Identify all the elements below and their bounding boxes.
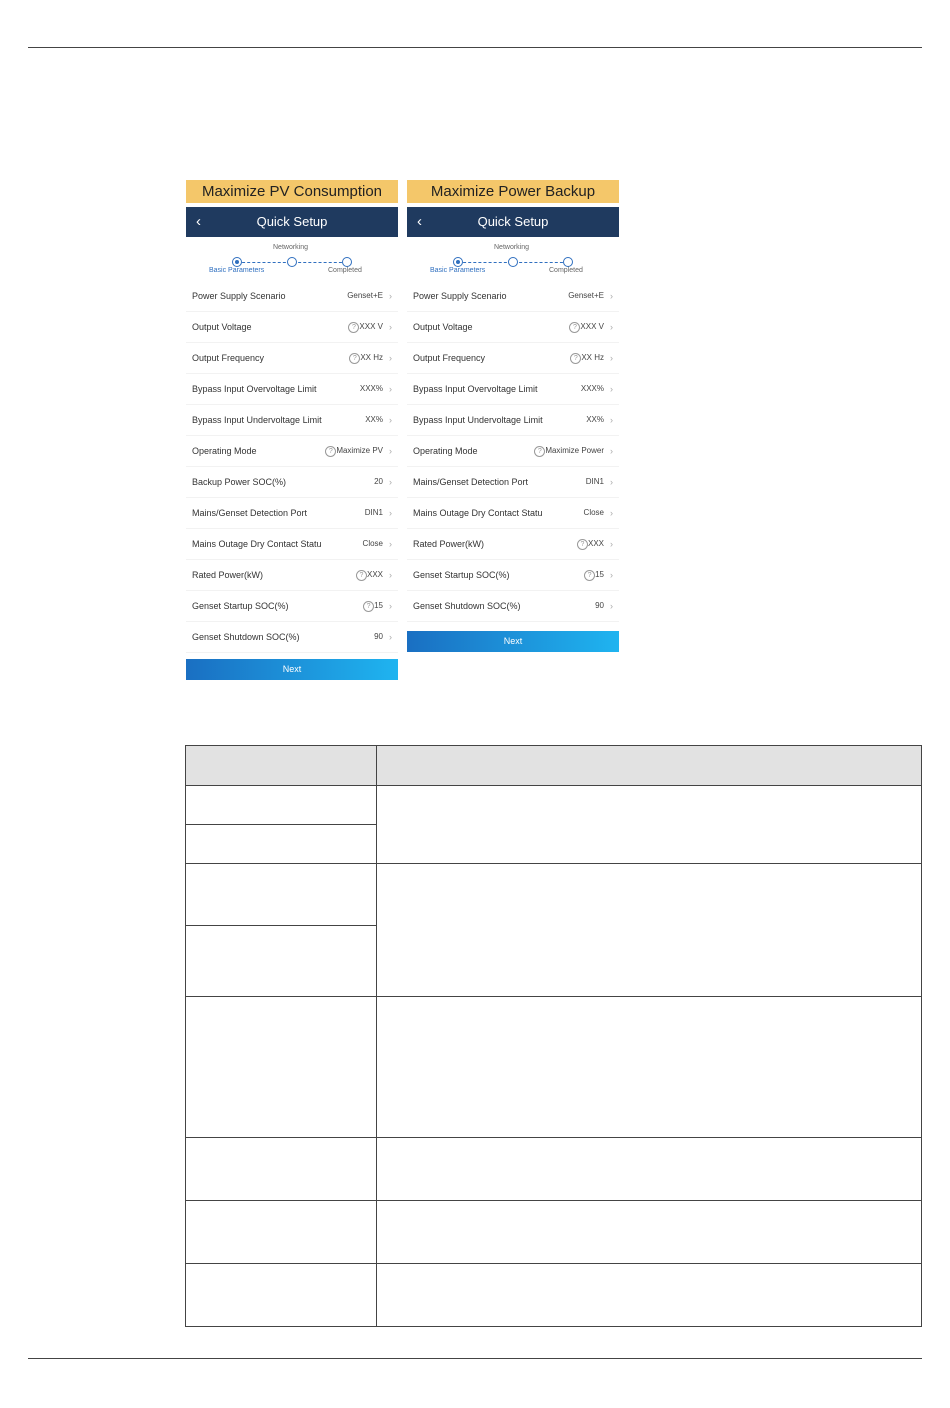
parameter-value: XXX% xyxy=(580,384,604,393)
chevron-right-icon: › xyxy=(610,570,613,580)
chevron-right-icon: › xyxy=(389,446,392,456)
step-label-networking: Networking xyxy=(494,244,530,251)
parameter-label: Output Frequency xyxy=(192,353,265,363)
parameter-value: XX% xyxy=(586,415,604,424)
parameter-description-table xyxy=(185,745,922,1327)
table-cell xyxy=(377,1201,922,1264)
parameter-label: Bypass Input Undervoltage Limit xyxy=(192,415,322,425)
parameter-value: XX Hz xyxy=(360,353,383,362)
chevron-right-icon: › xyxy=(610,477,613,487)
chevron-right-icon: › xyxy=(389,539,392,549)
step-label-basic: Basic Parameters xyxy=(209,267,265,274)
step-dot-networking xyxy=(287,257,297,267)
parameter-row[interactable] xyxy=(186,529,398,560)
parameter-row[interactable] xyxy=(186,622,398,653)
table-cell xyxy=(186,926,377,997)
chevron-right-icon: › xyxy=(610,539,613,549)
parameter-value: Genset+E xyxy=(568,291,604,300)
parameter-label: Output Voltage xyxy=(192,322,252,332)
parameter-label: Bypass Input Overvoltage Limit xyxy=(413,384,538,394)
step-label-completed: Completed xyxy=(328,267,362,274)
screen-title: Quick Setup xyxy=(477,214,549,229)
parameter-label: Genset Startup SOC(%) xyxy=(413,570,510,580)
table-cell xyxy=(377,864,922,997)
parameter-label: Operating Mode xyxy=(192,446,257,456)
parameter-row[interactable] xyxy=(186,374,398,405)
question-circle-icon[interactable]: ? xyxy=(577,539,588,550)
parameter-value: XXX% xyxy=(359,384,383,393)
screen-title: Quick Setup xyxy=(256,214,328,229)
parameter-value: XX% xyxy=(365,415,383,424)
nav-bar xyxy=(407,207,619,237)
step-label-networking: Networking xyxy=(273,244,309,251)
question-circle-icon[interactable]: ? xyxy=(363,601,374,612)
next-button[interactable]: Next xyxy=(407,631,619,652)
parameter-row[interactable] xyxy=(407,281,619,312)
parameter-row[interactable] xyxy=(186,343,398,374)
scenario-banner: Maximize PV Consumption xyxy=(186,180,398,203)
parameter-value: Maximize PV xyxy=(336,446,383,455)
chevron-right-icon: › xyxy=(610,353,613,363)
parameter-label: Rated Power(kW) xyxy=(413,539,485,549)
parameter-row[interactable] xyxy=(186,436,398,467)
chevron-right-icon: › xyxy=(610,384,613,394)
step-dot-basic xyxy=(232,257,242,267)
parameter-value: DIN1 xyxy=(364,508,383,517)
question-circle-icon[interactable]: ? xyxy=(349,353,360,364)
chevron-right-icon: › xyxy=(389,570,392,580)
parameter-label: Rated Power(kW) xyxy=(192,570,264,580)
parameter-value: XXX V xyxy=(359,322,383,331)
parameter-row[interactable] xyxy=(407,529,619,560)
parameter-label: Mains/Genset Detection Port xyxy=(413,477,529,487)
parameter-label: Mains/Genset Detection Port xyxy=(192,508,308,518)
table-header-cell xyxy=(186,746,377,786)
chevron-right-icon: › xyxy=(389,632,392,642)
parameter-label: Backup Power SOC(%) xyxy=(192,477,287,487)
parameter-row[interactable] xyxy=(407,343,619,374)
table-row xyxy=(186,786,922,825)
parameter-value: 20 xyxy=(374,477,383,486)
parameter-value: XXX xyxy=(366,570,383,579)
table-cell xyxy=(377,1138,922,1201)
parameter-value: 15 xyxy=(374,601,383,610)
parameter-label: Power Supply Scenario xyxy=(192,291,286,301)
parameter-value: 90 xyxy=(595,601,604,610)
chevron-right-icon: › xyxy=(389,384,392,394)
table-row xyxy=(186,1264,922,1327)
chevron-right-icon: › xyxy=(389,322,392,332)
chevron-right-icon: › xyxy=(610,415,613,425)
nav-bar xyxy=(186,207,398,237)
table-cell xyxy=(186,786,377,825)
parameter-label: Genset Shutdown SOC(%) xyxy=(192,632,300,642)
phone-screenshot-power-backup xyxy=(407,180,619,652)
parameter-row[interactable] xyxy=(186,498,398,529)
parameter-label: Output Frequency xyxy=(413,353,486,363)
parameter-row[interactable] xyxy=(407,591,619,622)
chevron-right-icon: › xyxy=(389,477,392,487)
chevron-right-icon: › xyxy=(389,353,392,363)
chevron-right-icon: › xyxy=(610,508,613,518)
step-dot-basic xyxy=(453,257,463,267)
table-cell xyxy=(186,825,377,864)
chevron-right-icon: › xyxy=(389,601,392,611)
table-cell xyxy=(186,1201,377,1264)
parameter-row[interactable] xyxy=(407,467,619,498)
parameter-row[interactable] xyxy=(407,498,619,529)
table-header-cell xyxy=(377,746,922,786)
question-circle-icon[interactable]: ? xyxy=(348,322,359,333)
question-circle-icon[interactable]: ? xyxy=(325,446,336,457)
parameter-list xyxy=(186,281,398,653)
parameter-label: Mains Outage Dry Contact Statu xyxy=(413,508,543,518)
parameter-value: 15 xyxy=(595,570,604,579)
parameter-value: Close xyxy=(583,508,604,517)
parameter-label: Genset Shutdown SOC(%) xyxy=(413,601,521,611)
parameter-value: 90 xyxy=(374,632,383,641)
chevron-right-icon: › xyxy=(610,322,613,332)
parameter-value: DIN1 xyxy=(585,477,604,486)
chevron-left-icon[interactable]: ‹ xyxy=(417,213,422,230)
chevron-right-icon: › xyxy=(389,508,392,518)
table-cell xyxy=(377,1264,922,1327)
header-rule xyxy=(28,47,922,48)
parameter-label: Mains Outage Dry Contact Statu xyxy=(192,539,322,549)
parameter-value: Close xyxy=(362,539,383,548)
parameter-row[interactable] xyxy=(407,560,619,591)
step-dot-completed xyxy=(563,257,573,267)
parameter-value: XXX V xyxy=(580,322,604,331)
setup-stepper xyxy=(186,237,398,281)
step-label-completed: Completed xyxy=(549,267,583,274)
table-cell xyxy=(377,786,922,864)
parameter-row[interactable] xyxy=(407,374,619,405)
question-circle-icon[interactable]: ? xyxy=(569,322,580,333)
step-dot-networking xyxy=(508,257,518,267)
parameter-label: Genset Startup SOC(%) xyxy=(192,601,289,611)
parameter-row[interactable] xyxy=(186,281,398,312)
parameter-label: Power Supply Scenario xyxy=(413,291,507,301)
question-circle-icon[interactable]: ? xyxy=(570,353,581,364)
table-row xyxy=(186,997,922,1138)
next-button[interactable]: Next xyxy=(186,659,398,680)
question-circle-icon[interactable]: ? xyxy=(356,570,367,581)
table-cell xyxy=(377,997,922,1138)
step-label-basic: Basic Parameters xyxy=(430,267,486,274)
parameter-row[interactable] xyxy=(407,312,619,343)
phone-screenshot-pv-consumption xyxy=(186,180,398,680)
question-circle-icon[interactable]: ? xyxy=(534,446,545,457)
parameter-row[interactable] xyxy=(186,560,398,591)
parameter-row[interactable] xyxy=(186,467,398,498)
table-row xyxy=(186,1201,922,1264)
chevron-right-icon: › xyxy=(389,415,392,425)
parameter-label: Bypass Input Overvoltage Limit xyxy=(192,384,317,394)
parameter-row[interactable] xyxy=(407,405,619,436)
parameter-label: Output Voltage xyxy=(413,322,473,332)
parameter-label: Operating Mode xyxy=(413,446,478,456)
chevron-right-icon: › xyxy=(389,291,392,301)
parameter-value: Maximize Power xyxy=(545,446,604,455)
table-cell xyxy=(186,1264,377,1327)
chevron-right-icon: › xyxy=(610,291,613,301)
table-row xyxy=(186,1138,922,1201)
table-cell xyxy=(186,1138,377,1201)
setup-stepper xyxy=(407,237,619,281)
question-circle-icon[interactable]: ? xyxy=(584,570,595,581)
table-cell xyxy=(186,864,377,926)
parameter-value: XXX xyxy=(587,539,604,548)
parameter-value: Genset+E xyxy=(347,291,383,300)
parameter-list xyxy=(407,281,619,622)
chevron-left-icon[interactable]: ‹ xyxy=(196,213,201,230)
parameter-row[interactable] xyxy=(407,436,619,467)
table-cell xyxy=(186,997,377,1138)
parameter-label: Bypass Input Undervoltage Limit xyxy=(413,415,543,425)
scenario-banner: Maximize Power Backup xyxy=(407,180,619,203)
parameter-row[interactable] xyxy=(186,405,398,436)
parameter-row[interactable] xyxy=(186,591,398,622)
chevron-right-icon: › xyxy=(610,601,613,611)
step-dot-completed xyxy=(342,257,352,267)
footer-rule xyxy=(28,1358,922,1359)
table-header-row xyxy=(186,746,922,786)
chevron-right-icon: › xyxy=(610,446,613,456)
table-row xyxy=(186,864,922,926)
parameter-row[interactable] xyxy=(186,312,398,343)
parameter-value: XX Hz xyxy=(581,353,604,362)
